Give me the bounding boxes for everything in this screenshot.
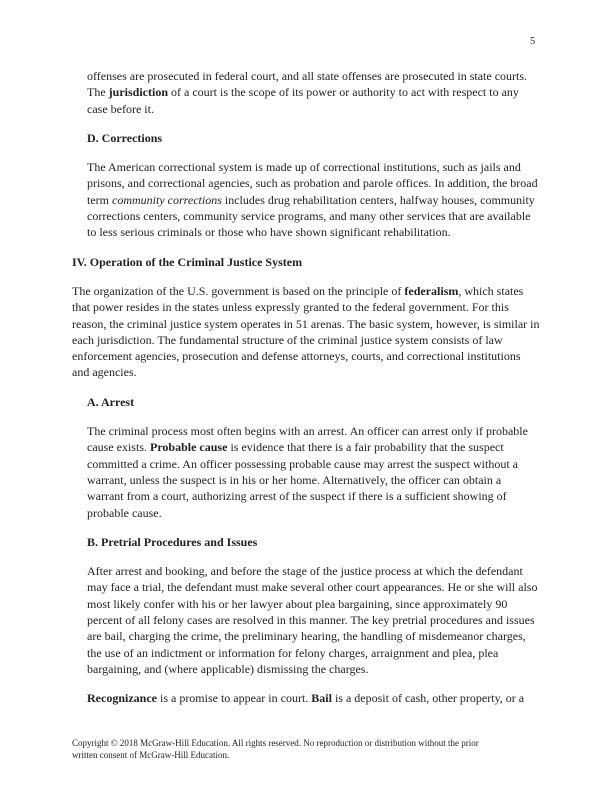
footer-line-2: written consent of McGraw-Hill Education. [72,749,230,760]
term-jurisdiction: jurisdiction [108,85,168,100]
term-probable-cause: Probable cause [149,440,228,455]
copyright-footer [72,738,552,761]
footer-line-1: Copyright © 2018 McGraw-Hill Education. All rights reserved. No reproduction or distribution without the prior [72,738,479,748]
operation-heading: IV. Operation of the Criminal Justice System [72,254,303,269]
term-bail: Bail [311,691,332,706]
pretrial-paragraph: After arrest and booking, and before the stage of the justice process at which the defendant may face a trial, the defendant must make several other court appearances. He or she will also most likely confer with his or her lawyer about plea bargaining, since approximately 90 percent of all felony cases are resolved in this manner. The key pretrial procedures and issues are bail, charging the crime, the preliminary hearing, the handling of misdemeanor charges, the use of an indictment or information for felony charges, arraignment and plea, plea bargaining, and (where applicable) dismissing the charges. [87,564,538,676]
page-number: 5 [530,36,536,47]
intro-paragraph: offenses are prosecuted in federal court, and all state offenses are prosecuted in state courts. The jurisdiction of a court is the scope of its power or authority to act with respect to any case before it. [87,69,528,116]
document-body [72,68,540,707]
corrections-heading: D. Corrections [87,130,163,145]
operation-paragraph: The organization of the U.S. government is based on the principle of federalism, which states that power resides in the states unless expressly granted to the federal government. For this reason, the criminal justice system operates in 51 arenas. The basic system, however, is similar in each jurisdiction. The fundamental structure of the criminal justice system consists of law enforcement agencies, prosecution and defense attorneys, courts, and correctional institutions and agencies. [72,283,540,380]
arrest-heading: A. Arrest [87,394,135,409]
arrest-paragraph: The criminal process most often begins with an arrest. An officer can arrest only if probable cause exists. Probable cause is evidence that there is a fair probability that the suspect committed a crime. An officer possessing probable cause may arrest the suspect without a warrant, unless the suspect is in his or her home. Alternatively, the officer can obtain a warrant from a court, authorizing arrest of the suspect if there is a sufficient showing of probable cause. [87,424,528,520]
corrections-paragraph: The American correctional system is made up of correctional institutions, such as jails and prisons, and correctional agencies, such as probation and parole offices. In addition, the broad term community corrections includes drug rehabilitation centers, halfway houses, community corrections centers, community service programs, and many other services that are available to less serious criminals or those who have shown significant rehabilitation. [87,160,538,240]
term-federalism: federalism [404,283,459,298]
term-community-corrections: community corrections [112,192,222,207]
pretrial-heading: B. Pretrial Procedures and Issues [87,534,258,549]
recognizance-paragraph: Recognizance is a promise to appear in court. Bail is a deposit of cash, other property, or a [87,691,525,706]
term-recognizance: Recognizance [87,691,157,706]
